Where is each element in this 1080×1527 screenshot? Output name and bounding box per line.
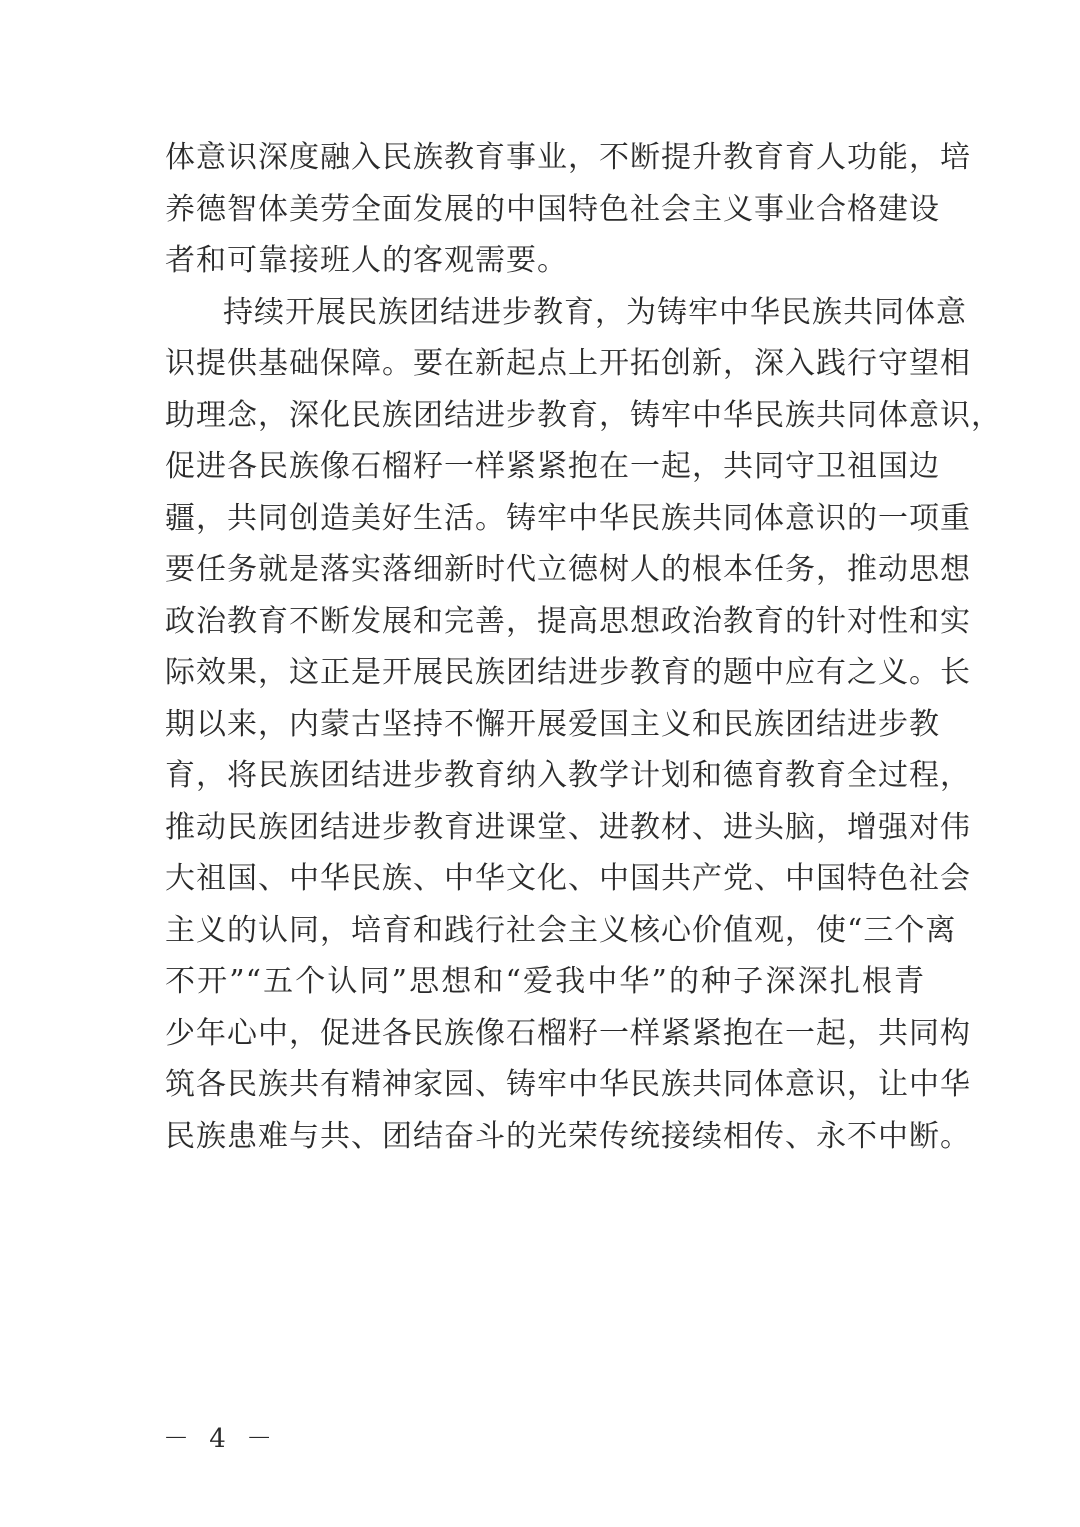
paragraph-2-line-12: 大祖国、中华民族、中华文化、中国共产党、中国特色社会: [165, 861, 971, 896]
paragraph-2-line-4: 促进各民族像石榴籽一样紧紧抱在一起，共同守卫祖国边: [165, 449, 940, 484]
paragraph-2-line-2: 识提供基础保障。要在新起点上开拓创新，深入践行守望相: [165, 346, 971, 381]
body-text: [165, 132, 1002, 1162]
paragraph-2-line-13: 主义的认同，培育和践行社会主义核心价值观，使“三个离: [165, 912, 957, 948]
paragraph-2-line-5: 疆，共同创造美好生活。铸牢中华民族共同体意识的一项重: [165, 500, 971, 536]
paragraph-2-line-16: 筑各民族共有精神家园、铸牢中华民族共同体意识，让中华: [165, 1067, 971, 1102]
paragraph-2-line-14: 不开”“五个认同”思想和“爱我中华”的种子深深扎根青: [165, 964, 925, 999]
paragraph-2-line-7: 政治教育不断发展和完善，提高思想政治教育的针对性和实: [165, 603, 971, 639]
paragraph-1-line-1: 体意识深度融入民族教育事业，不断提升教育育人功能，培: [165, 140, 971, 175]
page-number: － 4 －: [163, 1424, 279, 1454]
paragraph-2-line-1: 持续开展民族团结进步教育，为铸牢中华民族共同体意: [223, 294, 967, 330]
paragraph-1-line-3: 者和可靠接班人的客观需要。: [165, 243, 568, 278]
paragraph-2-line-15: 少年心中，促进各民族像石榴籽一样紧紧抱在一起，共同构: [165, 1015, 971, 1051]
paragraph-1-line-2: 养德智体美劳全面发展的中国特色社会主义事业合格建设: [165, 191, 940, 227]
paragraph-2-line-3: 助理念，深化民族团结进步教育，铸牢中华民族共同体意识，: [165, 397, 1002, 433]
paragraph-2-line-6: 要任务就是落实落细新时代立德树人的根本任务，推动思想: [165, 552, 971, 587]
paragraph-2-line-10: 育，将民族团结进步教育纳入教学计划和德育教育全过程，: [165, 758, 971, 793]
paragraph-2-line-8: 际效果，这正是开展民族团结进步教育的题中应有之义。长: [165, 655, 971, 690]
paragraph-2-line-9: 期以来，内蒙古坚持不懈开展爱国主义和民族团结进步教: [165, 706, 940, 742]
paragraph-2-line-11: 推动民族团结进步教育进课堂、进教材、进头脑，增强对伟: [165, 809, 971, 845]
paragraph-2-line-17: 民族患难与共、团结奋斗的光荣传统接续相传、永不中断。: [165, 1118, 971, 1154]
